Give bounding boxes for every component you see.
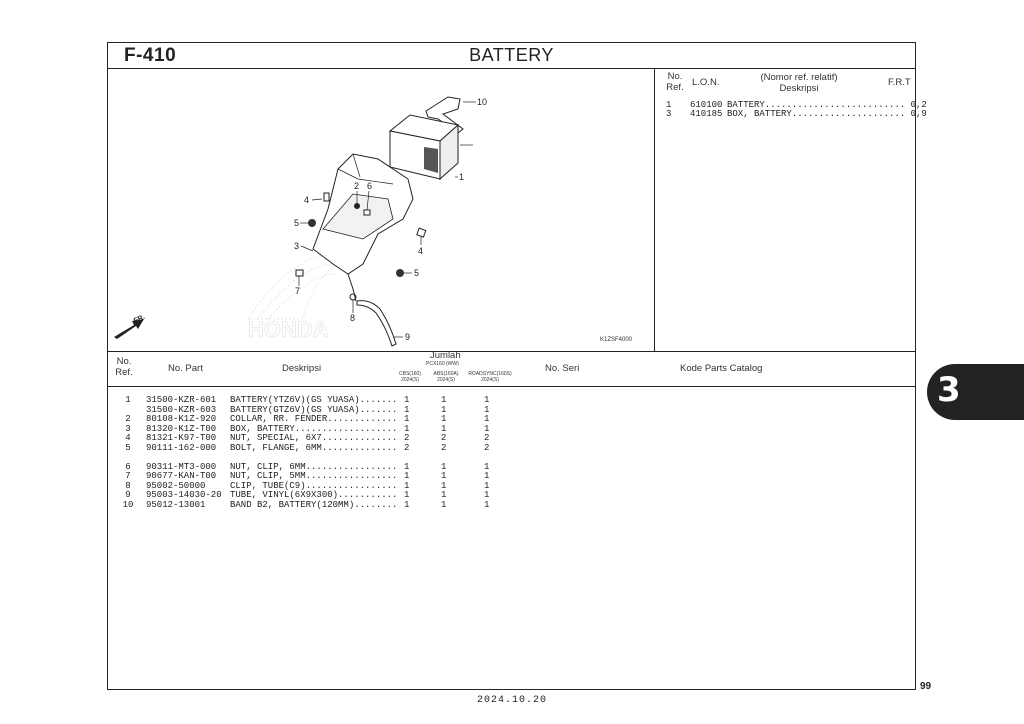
parts-row-qty: 1 bbox=[484, 404, 490, 415]
ref-col-frt: F.R.T bbox=[888, 77, 911, 88]
bolt-part bbox=[308, 219, 316, 227]
parts-row-qty: 2 bbox=[484, 433, 490, 443]
callout-5: 5 bbox=[294, 218, 300, 228]
callout-3: 3 bbox=[294, 241, 300, 251]
ref-row-desc: BOX, BATTERY..................... 0,9 bbox=[727, 109, 927, 119]
callout-7: 7 bbox=[295, 286, 301, 296]
parts-row-qty: 1 bbox=[484, 414, 490, 424]
parts-row-desc: CLIP, TUBE(C9)................. bbox=[230, 480, 398, 491]
parts-row-no: 3 bbox=[125, 423, 131, 434]
parts-row-qty: 1 bbox=[404, 461, 410, 472]
parts-row-qty: 1 bbox=[404, 423, 410, 434]
parts-row-no: 5 bbox=[125, 442, 131, 453]
parts-row-qty: 1 bbox=[484, 395, 490, 405]
ref-row-no: 3 bbox=[666, 109, 672, 119]
parts-col-catalog: Kode Parts Catalog bbox=[680, 363, 763, 374]
parts-row-qty: 1 bbox=[441, 461, 447, 472]
parts-row-qty: 2 bbox=[441, 433, 447, 443]
parts-row-part: 95003-14030-20 bbox=[146, 490, 222, 500]
parts-row-desc: COLLAR, RR. FENDER............. bbox=[230, 414, 398, 424]
parts-row-no: 10 bbox=[122, 499, 134, 510]
parts-row-part: 81320-K1Z-T00 bbox=[146, 423, 217, 434]
parts-col-qty: Jumlah bbox=[430, 350, 461, 361]
parts-row-qty: 1 bbox=[441, 395, 447, 405]
front-label: FR. bbox=[132, 313, 147, 325]
ref-row-no: 1 bbox=[666, 100, 672, 110]
parts-row-no: 2 bbox=[125, 414, 131, 424]
section-tab bbox=[927, 364, 1024, 420]
parts-row-qty: 2 bbox=[441, 442, 447, 453]
variant-roadsync: ROADSYNC(160S) 2024(S) bbox=[468, 371, 512, 383]
page-number: 99 bbox=[920, 681, 932, 692]
parts-row-qty: 1 bbox=[484, 490, 490, 500]
parts-col-serial: No. Seri bbox=[545, 363, 580, 374]
parts-row-desc: BATTERY(YTZ6V)(GS YUASA)....... bbox=[230, 395, 398, 405]
parts-row-desc: NUT, CLIP, 6MM................. bbox=[230, 461, 398, 472]
section-code: F-410 bbox=[124, 45, 177, 66]
parts-row-qty: 2 bbox=[404, 442, 410, 453]
parts-row-qty: 1 bbox=[404, 414, 410, 424]
special-nut-part bbox=[417, 228, 426, 237]
collar-part bbox=[354, 203, 360, 209]
clip-nut-part bbox=[364, 210, 370, 215]
bolt-part bbox=[396, 269, 404, 277]
callout-4: 4 bbox=[418, 246, 424, 256]
exploded-diagram bbox=[108, 69, 654, 351]
parts-row-desc: NUT, CLIP, 5MM................. bbox=[230, 471, 398, 481]
parts-col-no: No. Ref. bbox=[115, 356, 133, 378]
parts-row-qty: 2 bbox=[484, 442, 490, 453]
parts-row-qty: 1 bbox=[404, 471, 410, 481]
parts-row-part: 31500-KZR-601 bbox=[146, 395, 217, 405]
parts-row-qty: 1 bbox=[484, 480, 490, 491]
variant-abs: ABS(160A) 2024(S) bbox=[433, 371, 459, 383]
parts-row-part: 95012-13001 bbox=[146, 499, 206, 510]
parts-col-desc: Deskripsi bbox=[282, 363, 322, 374]
parts-row-desc: TUBE, VINYL(6X9X300)........... bbox=[230, 490, 398, 500]
ref-col-desc-top: (Nomor ref. relatif) bbox=[760, 72, 838, 83]
parts-row-qty: 1 bbox=[441, 404, 447, 415]
ref-col-desc: Deskripsi bbox=[779, 83, 819, 94]
parts-row-qty: 1 bbox=[441, 414, 447, 424]
page-title: BATTERY bbox=[469, 45, 554, 65]
parts-row-part: 90677-KAN-T00 bbox=[146, 471, 217, 481]
parts-row-no: 4 bbox=[125, 433, 131, 443]
parts-row-qty: 1 bbox=[404, 395, 410, 405]
parts-row-part: 95002-50000 bbox=[146, 480, 206, 491]
callout-2: 2 bbox=[354, 181, 360, 191]
parts-row-part: 90311-MT3-000 bbox=[146, 461, 217, 472]
ref-row-desc: BATTERY.......................... 0,2 bbox=[727, 100, 927, 110]
parts-row-desc: BOX, BATTERY................... bbox=[230, 423, 398, 434]
print-date: 2024.10.20 bbox=[476, 695, 547, 706]
diagram-code: K1ZSF4000 bbox=[600, 337, 633, 343]
parts-row-qty: 1 bbox=[484, 423, 490, 434]
parts-row-part: 31500-KZR-603 bbox=[146, 404, 217, 415]
vertical-divider bbox=[654, 68, 655, 351]
clip-nut-part bbox=[296, 270, 303, 276]
parts-row-qty: 1 bbox=[404, 490, 410, 500]
page-frame bbox=[107, 42, 927, 690]
parts-row-desc: BAND B2, BATTERY(120MM)........ bbox=[230, 499, 398, 510]
section-tab-number: 3 bbox=[937, 370, 961, 410]
parts-row-no: 1 bbox=[125, 395, 131, 405]
callout-9: 9 bbox=[405, 332, 411, 342]
parts-row-qty: 1 bbox=[441, 471, 447, 481]
parts-col-part: No. Part bbox=[168, 363, 203, 374]
callout-8: 8 bbox=[350, 313, 356, 323]
parts-row-qty: 1 bbox=[404, 480, 410, 491]
callout-1: 1 bbox=[459, 172, 465, 182]
parts-row-desc: BATTERY(GTZ6V)(GS YUASA)....... bbox=[230, 404, 398, 415]
table-header-top bbox=[108, 351, 915, 352]
parts-row-desc: NUT, SPECIAL, 6X7.............. bbox=[230, 433, 398, 443]
battery-box-part bbox=[313, 154, 413, 301]
parts-row-desc: BOLT, FLANGE, 6MM.............. bbox=[230, 442, 398, 453]
parts-row-qty: 1 bbox=[441, 423, 447, 434]
callout-10: 10 bbox=[477, 97, 488, 107]
parts-row-qty: 1 bbox=[484, 499, 490, 510]
parts-row-qty: 1 bbox=[441, 480, 447, 491]
parts-row-no: 6 bbox=[125, 461, 131, 472]
parts-row-qty: 1 bbox=[484, 461, 490, 472]
battery-part bbox=[390, 115, 458, 179]
parts-row-qty: 1 bbox=[441, 499, 447, 510]
parts-row-no: 7 bbox=[125, 471, 131, 481]
parts-row-qty: 1 bbox=[484, 471, 490, 481]
ref-row-lon: 410185 bbox=[690, 109, 723, 119]
parts-row-part: 80108-K1Z-920 bbox=[146, 414, 217, 424]
ref-row-lon: 610100 bbox=[690, 100, 723, 110]
parts-row-qty: 1 bbox=[404, 499, 410, 510]
parts-row-no: 8 bbox=[125, 480, 131, 491]
table-header-bottom bbox=[108, 386, 915, 387]
parts-row-no: 9 bbox=[125, 490, 131, 500]
front-arrow-icon bbox=[114, 314, 146, 339]
model-label: PCX160 (WW) bbox=[426, 361, 459, 367]
variant-cbs: CBS(160) 2024(S) bbox=[399, 371, 421, 383]
parts-row-part: 90111-162-000 bbox=[146, 442, 217, 453]
ref-col-no: No. Ref. bbox=[666, 71, 684, 93]
ref-col-lon: L.O.N. bbox=[692, 77, 720, 88]
parts-row-qty: 1 bbox=[441, 490, 447, 500]
callout-4: 4 bbox=[304, 195, 310, 205]
special-nut-part bbox=[324, 193, 329, 201]
callout-5: 5 bbox=[414, 268, 420, 278]
parts-row-qty: 1 bbox=[404, 404, 410, 415]
diagram-drawing bbox=[108, 69, 654, 351]
watermark-text: HONDA bbox=[248, 317, 329, 342]
parts-row-qty: 2 bbox=[404, 433, 410, 443]
callout-6: 6 bbox=[367, 181, 373, 191]
parts-row-part: 81321-K97-T00 bbox=[146, 433, 217, 443]
